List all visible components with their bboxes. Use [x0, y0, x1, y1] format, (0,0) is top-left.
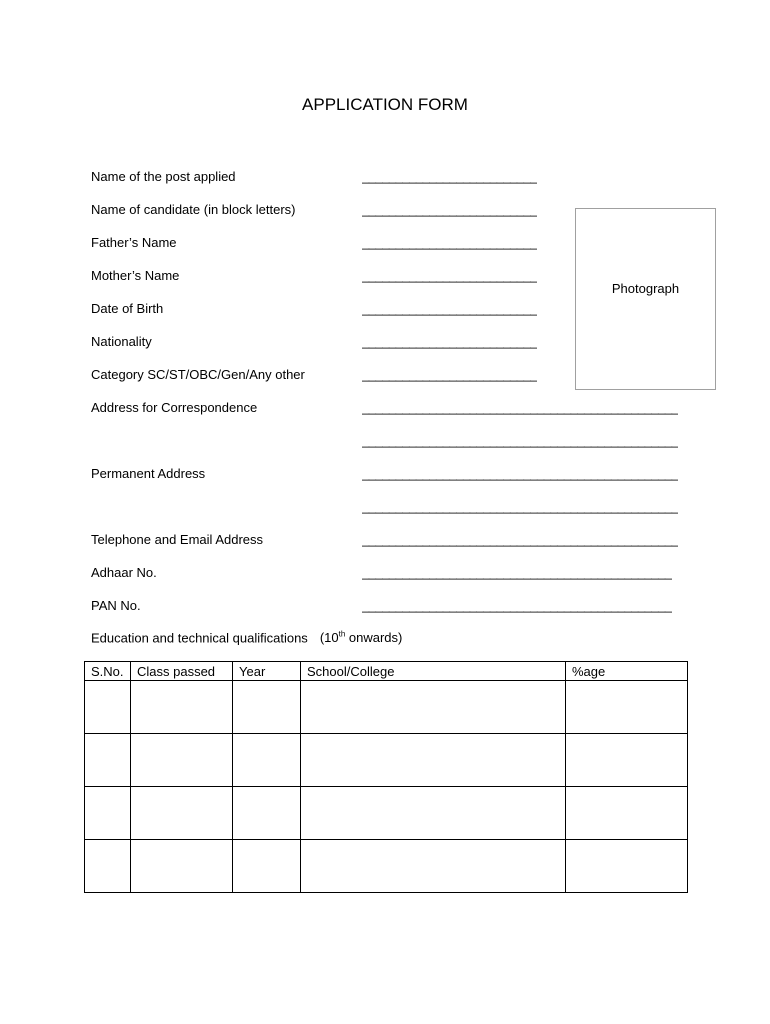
table-cell[interactable]	[566, 681, 688, 734]
field-date-of-birth[interactable]: __________________________	[362, 301, 537, 316]
label-permanent-address: Permanent Address	[91, 466, 206, 481]
field-correspondence-address-line-2[interactable]: _______________________________________________	[362, 433, 679, 448]
table-cell[interactable]	[131, 734, 233, 787]
table-cell[interactable]	[566, 734, 688, 787]
field-correspondence-address-line-1[interactable]: _______________________________________________	[362, 400, 679, 415]
table-row	[85, 681, 688, 734]
field-candidate-name[interactable]: __________________________	[362, 202, 537, 217]
table-cell[interactable]	[233, 681, 301, 734]
table-cell[interactable]	[131, 787, 233, 840]
table-cell[interactable]	[301, 681, 566, 734]
table-row	[85, 734, 688, 787]
field-category[interactable]: __________________________	[362, 367, 537, 382]
education-note	[320, 630, 403, 645]
table-cell[interactable]	[566, 787, 688, 840]
field-nationality[interactable]: __________________________	[362, 334, 537, 349]
table-cell[interactable]	[233, 787, 301, 840]
field-adhaar-no[interactable]: ______________________________________________	[362, 565, 672, 580]
label-candidate-name: Name of candidate (in block letters)	[91, 202, 296, 217]
label-mothers-name: Mother’s Name	[91, 268, 180, 283]
education-note-suffix: onwards)	[345, 630, 403, 646]
field-permanent-address-line-2[interactable]: _______________________________________________	[362, 499, 679, 514]
label-nationality: Nationality	[91, 334, 152, 349]
table-cell[interactable]	[85, 787, 131, 840]
table-cell[interactable]	[301, 734, 566, 787]
label-correspondence-address: Address for Correspondence	[91, 400, 258, 415]
table-row	[85, 840, 688, 893]
field-post-applied[interactable]: __________________________	[362, 169, 537, 184]
photograph-label: Photograph	[611, 281, 680, 296]
label-adhaar-no: Adhaar No.	[91, 565, 157, 580]
label-fathers-name: Father’s Name	[91, 235, 177, 250]
qualifications-table	[84, 661, 688, 893]
field-fathers-name[interactable]: __________________________	[362, 235, 537, 250]
header-school-college: School/College	[301, 662, 566, 681]
table-cell[interactable]	[131, 840, 233, 893]
education-heading	[91, 630, 402, 645]
header-sno: S.No.	[85, 662, 131, 681]
table-cell[interactable]	[85, 840, 131, 893]
table-row	[85, 787, 688, 840]
field-telephone-email[interactable]: _______________________________________________	[362, 532, 679, 547]
form-title: APPLICATION FORM	[302, 95, 468, 114]
education-note-superscript: th	[338, 630, 346, 639]
table-cell[interactable]	[566, 840, 688, 893]
table-cell[interactable]	[301, 787, 566, 840]
table-cell[interactable]	[85, 681, 131, 734]
table-cell[interactable]	[85, 734, 131, 787]
education-note-prefix: (10	[319, 630, 339, 646]
header-percentage: %age	[566, 662, 688, 681]
label-telephone-email: Telephone and Email Address	[91, 532, 264, 547]
label-category: Category SC/ST/OBC/Gen/Any other	[91, 367, 305, 382]
table-cell[interactable]	[301, 840, 566, 893]
header-class-passed: Class passed	[131, 662, 233, 681]
header-year: Year	[233, 662, 301, 681]
field-permanent-address-line-1[interactable]: _______________________________________________	[362, 466, 679, 481]
photograph-box	[575, 208, 716, 390]
table-header-row	[85, 662, 688, 681]
label-pan-no: PAN No.	[91, 598, 141, 613]
table-cell[interactable]	[131, 681, 233, 734]
field-mothers-name[interactable]: __________________________	[362, 268, 537, 283]
education-label: Education and technical qualifications	[91, 630, 308, 646]
label-date-of-birth: Date of Birth	[91, 301, 164, 316]
field-pan-no[interactable]: ______________________________________________	[362, 598, 672, 613]
label-post-applied: Name of the post applied	[91, 169, 236, 184]
table-cell[interactable]	[233, 734, 301, 787]
table-cell[interactable]	[233, 840, 301, 893]
